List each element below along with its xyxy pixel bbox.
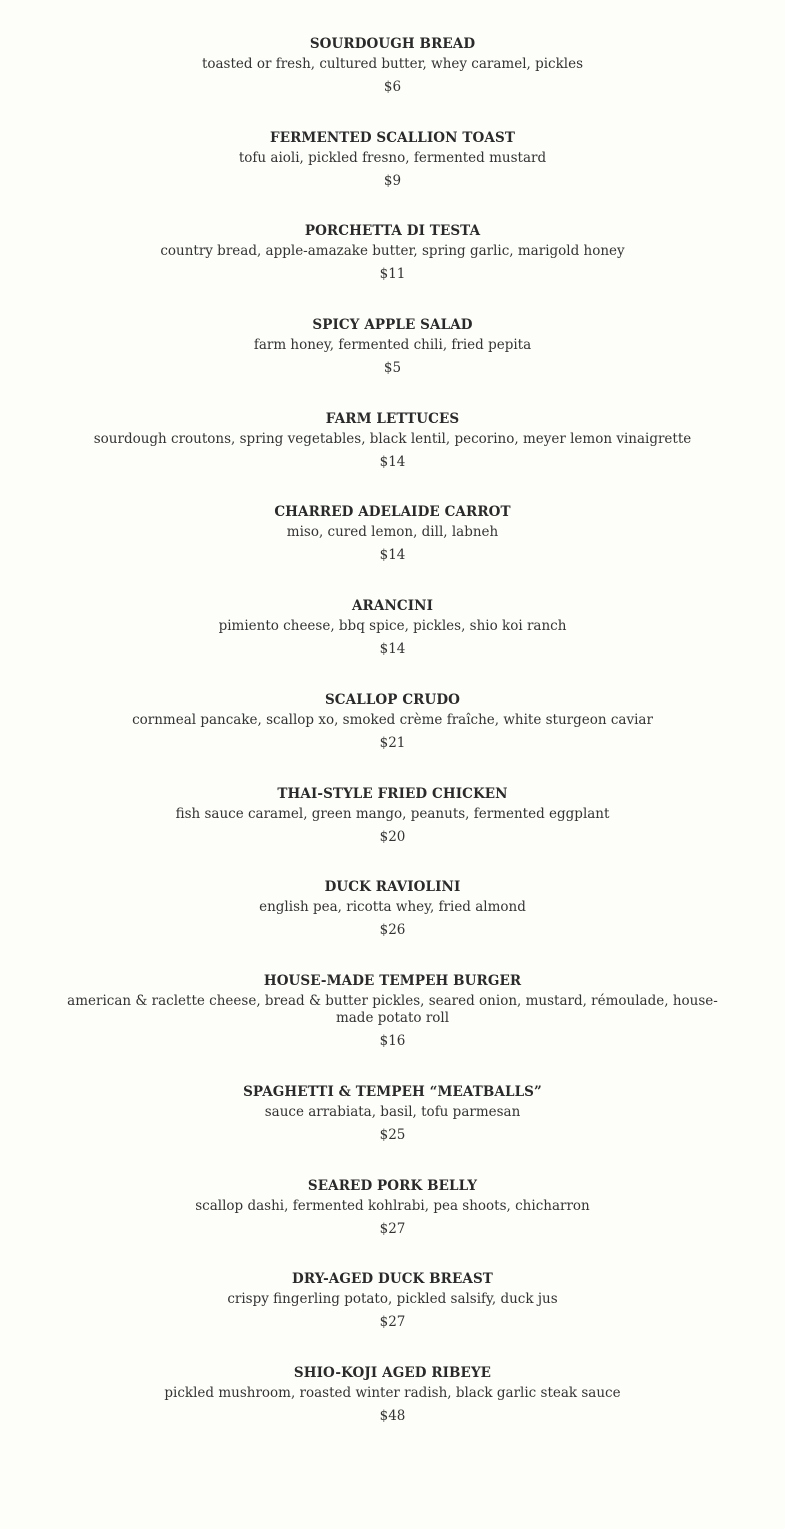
item-description: english pea, ricotta whey, fried almond xyxy=(259,899,526,916)
item-name: THAI-STYLE FRIED CHICKEN xyxy=(277,785,508,802)
menu-item xyxy=(0,1083,785,1177)
item-description: country bread, apple-amazake butter, spring garlic, marigold honey xyxy=(160,243,625,260)
item-description: farm honey, fermented chili, fried pepita xyxy=(253,337,532,354)
menu-item xyxy=(0,129,785,223)
item-name: SPAGHETTI & TEMPEH “MEATBALLS” xyxy=(243,1083,542,1100)
item-price: $6 xyxy=(383,79,402,95)
item-price: $14 xyxy=(379,453,406,470)
item-price: $14 xyxy=(379,547,406,564)
item-name: CHARRED ADELAIDE CARROT xyxy=(274,504,511,521)
menu-item xyxy=(0,691,785,785)
menu-item xyxy=(0,785,785,879)
item-price: $48 xyxy=(379,1407,406,1424)
item-price: $27 xyxy=(379,1220,406,1237)
item-description: sauce arrabiata, basil, tofu parmesan xyxy=(264,1103,521,1120)
item-price: $11 xyxy=(379,266,406,283)
item-description: american & raclette cheese, bread & butter pickles, seared onion, mustard, rémoulade, house-made potato roll xyxy=(67,992,718,1026)
menu-item xyxy=(0,316,785,410)
item-name: FARM LETTUCES xyxy=(325,410,460,427)
item-name: HOUSE-MADE TEMPEH BURGER xyxy=(263,972,522,989)
item-price: $25 xyxy=(379,1126,406,1143)
item-price: $20 xyxy=(379,828,406,845)
item-description: sourdough croutons, spring vegetables, black lentil, pecorino, meyer lemon vinaigrette xyxy=(93,430,692,447)
item-price: $16 xyxy=(379,1032,406,1049)
item-price: $27 xyxy=(379,1314,406,1331)
item-description: crispy fingerling potato, pickled salsify, duck jus xyxy=(227,1291,558,1308)
item-description: tofu aioli, pickled fresno, fermented mustard xyxy=(238,149,547,166)
item-name: PORCHETTA DI TESTA xyxy=(304,223,481,240)
item-price: $26 xyxy=(379,922,406,939)
menu-item xyxy=(0,35,785,129)
item-name: SCALLOP CRUDO xyxy=(324,691,461,708)
item-name: SPICY APPLE SALAD xyxy=(312,317,473,334)
item-name: SHIO-KOJI AGED RIBEYE xyxy=(293,1364,492,1381)
item-description: fish sauce caramel, green mango, peanuts, fermented eggplant xyxy=(175,805,610,822)
item-description: miso, cured lemon, dill, labneh xyxy=(286,524,499,541)
menu-item xyxy=(0,1364,785,1458)
item-price: $9 xyxy=(383,172,402,189)
menu-item xyxy=(0,503,785,597)
menu-item xyxy=(0,597,785,691)
menu-item xyxy=(0,1177,785,1271)
item-description: toasted or fresh, cultured butter, whey caramel, pickles xyxy=(201,56,584,72)
item-description: scallop dashi, fermented kohlrabi, pea shoots, chicharron xyxy=(195,1197,590,1214)
item-name: FERMENTED SCALLION TOAST xyxy=(270,129,515,146)
item-description: pimiento cheese, bbq spice, pickles, shio koi ranch xyxy=(218,618,567,635)
item-name: SEARED PORK BELLY xyxy=(307,1177,478,1194)
item-price: $21 xyxy=(379,734,406,751)
item-description: pickled mushroom, roasted winter radish, black garlic steak sauce xyxy=(164,1384,621,1401)
item-description: cornmeal pancake, scallop xo, smoked crème fraîche, white sturgeon caviar xyxy=(132,711,653,728)
menu-item xyxy=(0,1270,785,1364)
item-name: SOURDOUGH BREAD xyxy=(309,36,476,52)
item-name: DRY-AGED DUCK BREAST xyxy=(292,1271,493,1288)
menu-item xyxy=(0,972,785,1083)
item-price: $5 xyxy=(383,360,402,377)
menu-item xyxy=(0,222,785,316)
item-name: ARANCINI xyxy=(351,598,434,615)
menu-item xyxy=(0,878,785,972)
item-name: DUCK RAVIOLINI xyxy=(324,879,461,896)
item-price: $14 xyxy=(379,641,406,658)
menu-item xyxy=(0,410,785,504)
